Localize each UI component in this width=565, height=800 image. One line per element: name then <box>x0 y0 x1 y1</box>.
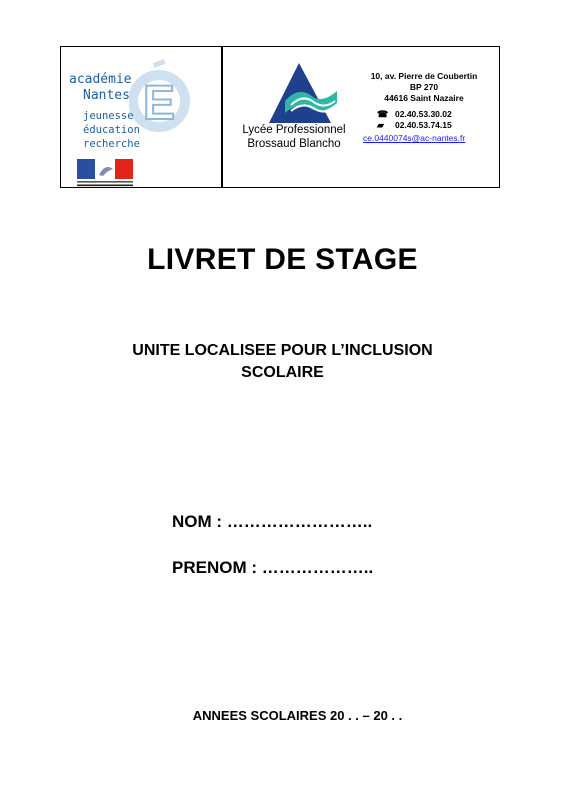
address-street: 10, av. Pierre de Coubertin <box>370 71 478 81</box>
document-subtitle <box>60 340 505 384</box>
phone-row <box>377 109 452 120</box>
tag-recherche: recherche <box>83 138 140 150</box>
nom-field: NOM : …………………….. <box>172 512 373 531</box>
subtitle-line2: SCOLAIRE <box>241 364 324 381</box>
fax-number: 02.40.53.74.15 <box>395 120 452 130</box>
lycee-triangle-logo-icon <box>265 61 345 126</box>
tag-education: éducation <box>83 124 140 136</box>
academie-nantes-logo <box>67 57 217 187</box>
document-title: LIVRET DE STAGE <box>147 243 418 276</box>
academie-word: académie <box>69 72 132 87</box>
svg-text:E: E <box>142 77 176 130</box>
nantes-word: Nantes <box>83 88 130 103</box>
subtitle-line1: UNITE LOCALISEE POUR L’INCLUSION <box>132 342 433 359</box>
header-divider <box>221 47 223 187</box>
prenom-field: PRENOM : ……………….. <box>172 558 374 577</box>
tag-jeunesse: jeunesse <box>83 110 134 122</box>
school-address <box>359 71 489 104</box>
fax-icon: ▰ <box>377 120 384 130</box>
lycee-name-line2: Brossaud Blancho <box>247 138 341 150</box>
fax-row <box>377 120 452 131</box>
phone-number: 02.40.53.30.02 <box>395 109 452 119</box>
telephone-icon: ☎ <box>377 109 389 119</box>
address-bp: BP 270 <box>409 82 439 92</box>
address-city: 44616 Saint Nazaire <box>384 93 464 103</box>
email-link[interactable]: ce.0440074s@ac-nantes.fr <box>363 133 466 143</box>
letterhead <box>60 46 500 188</box>
school-years: ANNEES SCOLAIRES 20 . . – 20 . . <box>192 708 403 723</box>
lycee-name <box>229 123 359 151</box>
flag-caption-mark <box>77 181 137 187</box>
republique-francaise-flag-icon <box>77 159 133 179</box>
lycee-name-line1: Lycée Professionnel <box>242 124 346 136</box>
